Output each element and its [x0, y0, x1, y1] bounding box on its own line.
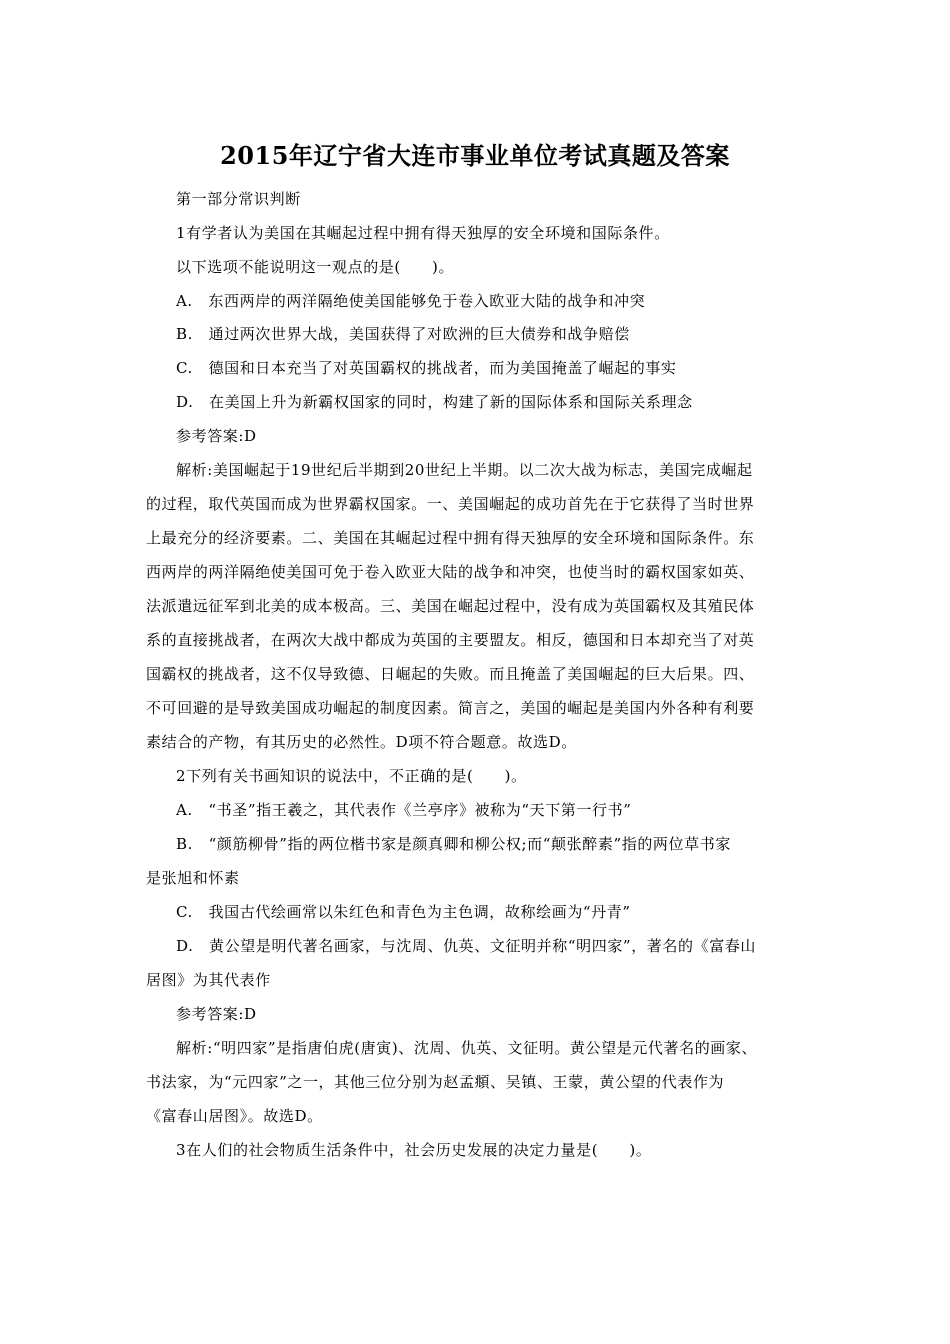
question-2-answer: 参考答案:D	[176, 1005, 257, 1023]
question-3-stem: 3在人们的社会物质生活条件中，社会历史发展的决定力量是( )。	[176, 1141, 652, 1159]
section-heading: 第一部分常识判断	[176, 190, 301, 208]
question-2-analysis-line: 《富春山居图》。故选D。	[146, 1107, 323, 1125]
question-1-analysis-line: 素结合的产物，有其历史的必然性。D项不符合题意。故选D。	[146, 733, 577, 751]
question-2-option-d-continued: 居图》为其代表作	[146, 971, 271, 989]
question-1-option-a: A. 东西两岸的两洋隔绝使美国能够免于卷入欧亚大陆的战争和冲突	[176, 292, 646, 310]
question-1-analysis-line: 国霸权的挑战者，这不仅导致德、日崛起的失败。而且掩盖了美国崛起的巨大后果。四、	[146, 665, 755, 683]
question-1-answer: 参考答案:D	[176, 427, 257, 445]
question-2-option-c: C. 我国古代绘画常以朱红色和青色为主色调，故称绘画为“丹青”	[176, 903, 631, 921]
question-1-option-c: C. 德国和日本充当了对英国霸权的挑战者，而为美国掩盖了崛起的事实	[176, 359, 677, 377]
question-1-analysis-line: 西两岸的两洋隔绝使美国可免于卷入欧亚大陆的战争和冲突，也使当时的霸权国家如英、	[146, 563, 755, 581]
question-1-option-d: D. 在美国上升为新霸权国家的同时，构建了新的国际体系和国际关系理念	[176, 393, 693, 411]
question-1-analysis-line: 法派遣远征军到北美的成本极高。三、美国在崛起过程中，没有成为英国霸权及其殖民体	[146, 597, 755, 615]
question-2-option-d: D. 黄公望是明代著名画家，与沈周、仇英、文征明并称“明四家”，著名的《富春山	[176, 937, 757, 955]
question-1-analysis-line: 系的直接挑战者，在两次大战中都成为英国的主要盟友。相反，德国和日本却充当了对英	[146, 631, 755, 649]
question-1-stem: 1有学者认为美国在其崛起过程中拥有得天独厚的安全环境和国际条件。	[176, 224, 670, 242]
question-1-analysis-line: 上最充分的经济要素。二、美国在其崛起过程中拥有得天独厚的安全环境和国际条件。东	[146, 529, 755, 547]
document-title: 2015年辽宁省大连市事业单位考试真题及答案	[220, 141, 730, 170]
question-2-analysis-line: 书法家，为“元四家”之一，其他三位分别为赵孟頫、吴镇、王蒙，黄公望的代表作为	[146, 1073, 725, 1091]
question-1-analysis-line: 不可回避的是导致美国成功崛起的制度因素。简言之，美国的崛起是美国内外各种有利要	[146, 699, 755, 717]
question-1-analysis-line: 的过程，取代英国而成为世界霸权国家。一、美国崛起的成功首先在于它获得了当时世界	[146, 495, 755, 513]
question-2-option-b-continued: 是张旭和怀素	[146, 869, 240, 887]
question-1-analysis-line: 解析:美国崛起于19世纪后半期到20世纪上半期。以二次大战为标志，美国完成崛起	[176, 461, 753, 479]
question-1-option-b: B. 通过两次世界大战，美国获得了对欧洲的巨大债券和战争赔偿	[176, 325, 630, 343]
question-2-option-a: A. “书圣”指王羲之，其代表作《兰亭序》被称为“天下第一行书”	[176, 801, 632, 819]
question-2-stem: 2下列有关书画知识的说法中，不正确的是( )。	[176, 767, 527, 785]
question-2-analysis-line: 解析:“明四家”是指唐伯虎(唐寅)、沈周、仇英、文征明。黄公望是元代著名的画家、	[176, 1039, 758, 1057]
question-1-stem-continued: 以下选项不能说明这一观点的是( )。	[176, 258, 455, 276]
question-2-option-b: B. “颜筋柳骨”指的两位楷书家是颜真卿和柳公权;而“颠张醉素”指的两位草书家	[176, 835, 731, 853]
